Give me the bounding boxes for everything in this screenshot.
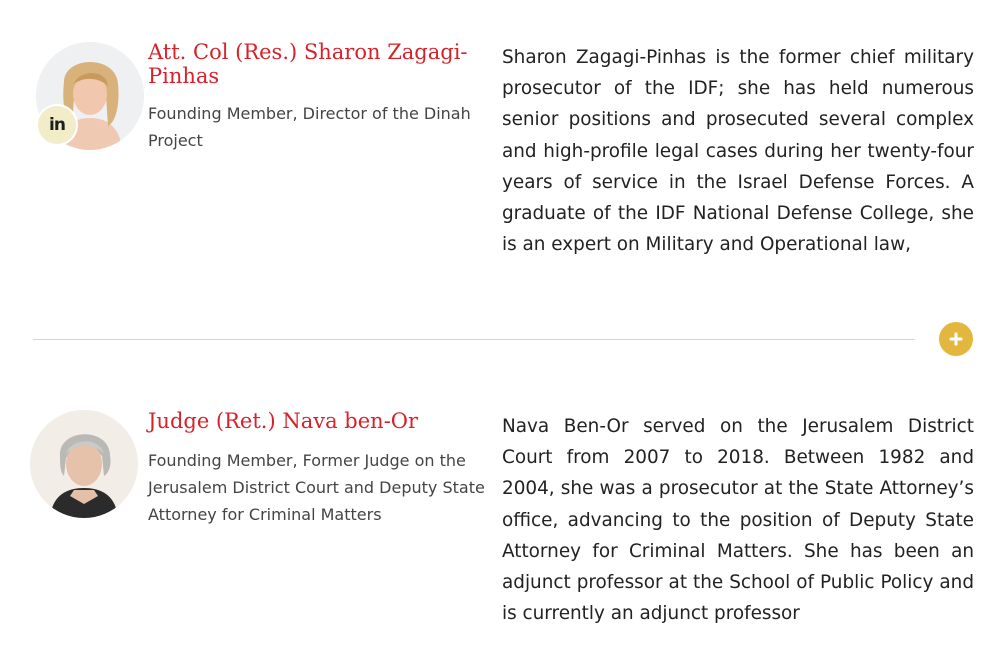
member-bio: Sharon Zagagi-Pinhas is the former chief military prosecutor of the IDF; she has held numerous senior positions and prosecuted several complex and high-profile legal cases during her twenty-four years of service in the Israel Defense Forces. A graduate of the IDF National Defense College, she is an expert on Military and Operational law, xyxy=(502,47,974,256)
member-name: Att. Col (Res.) Sharon Zagagi-Pinhas xyxy=(148,40,468,88)
member-card-nava-ben-or xyxy=(0,370,1000,664)
portrait-photo-icon xyxy=(30,410,138,518)
member-role: Founding Member, Former Judge on the Jerusalem District Court and Deputy State Attorney for Criminal Matters xyxy=(148,451,485,524)
member-photo xyxy=(30,410,138,518)
member-card-sharon-zagagi-pinhas xyxy=(0,0,1000,300)
expand-bio-button[interactable] xyxy=(939,322,973,356)
plus-icon xyxy=(948,331,964,347)
member-name: Judge (Ret.) Nava ben-Or xyxy=(148,409,419,433)
section-divider xyxy=(33,339,915,340)
member-role: Founding Member, Director of the Dinah Project xyxy=(148,104,471,150)
linkedin-icon[interactable]: in xyxy=(36,104,78,146)
member-bio: Nava Ben-Or served on the Jerusalem District Court from 2007 to 2018. Between 1982 and 2004, she was a prosecutor at the State Attorney’s office, advancing to the position of Deputy State Attorney for Criminal Matters. She has been an adjunct professor at the School of Public Policy and is currently an adjunct professor xyxy=(502,416,974,625)
